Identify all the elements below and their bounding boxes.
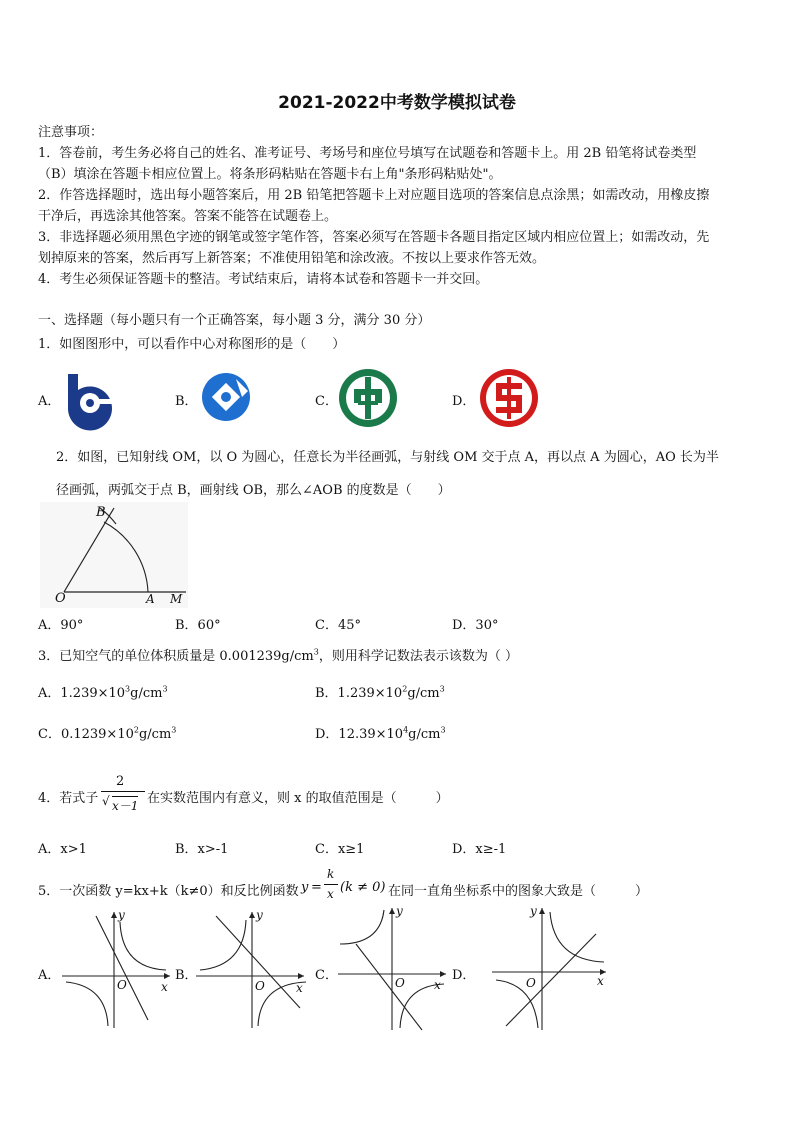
q5-a-axis-o: O bbox=[117, 978, 127, 992]
q5-label-b: B． bbox=[175, 968, 198, 983]
q5-d-axis-x: x bbox=[597, 974, 604, 988]
q5-stem-post: 在同一直角坐标系中的图象大致是（ ） bbox=[388, 884, 649, 899]
notice-line: 2．作答选择题时，选出每小题答案后，用 2B 铅笔把答题卡上对应题目选项的答案信息点涂黑；如需改动，用橡皮擦 bbox=[38, 188, 710, 203]
q1-label-c: C． bbox=[315, 394, 338, 409]
q2-option-b: B．60° bbox=[175, 618, 221, 633]
q5-frac-den: x bbox=[327, 887, 334, 901]
notice-line: 划掉原来的答案，然后再写上新答案；不准使用铅笔和涂改液。不按以上要求作答无效。 bbox=[38, 251, 546, 266]
notice-line: （B）填涂在答题卡相应位置上。将条形码粘贴在答题卡右上角"条形码粘贴处"。 bbox=[38, 167, 502, 182]
notice-line: 干净后，再选涂其他答案。答案不能答在试题卷上。 bbox=[38, 209, 338, 224]
q1-label-b: B． bbox=[175, 394, 198, 409]
q3-stem bbox=[38, 645, 518, 664]
q5-label-a: A． bbox=[38, 968, 61, 983]
notice-heading: 注意事项： bbox=[38, 125, 104, 140]
q3-stem-text: ，则用科学记数法表示该数为（ ） bbox=[318, 649, 518, 664]
q3-option-d: D．$12.39\times 10^4g/cm^3$ bbox=[315, 725, 446, 742]
page-title: 2021-2022中考数学模拟试卷 bbox=[278, 93, 516, 113]
q2-option-a: A．90° bbox=[38, 618, 84, 633]
q5-c-axis-y: y bbox=[396, 904, 403, 918]
q4-frac-bar bbox=[101, 791, 145, 792]
q5-a-axis-y: y bbox=[118, 908, 125, 922]
q5-graph-b bbox=[196, 908, 310, 1032]
q4-stem-pre: 4．若式子 bbox=[38, 791, 99, 806]
q5-eq-sign: = bbox=[311, 880, 322, 895]
q5-a-axis-x: x bbox=[161, 980, 168, 994]
q5-stem-pre: 5．一次函数 y=kx+k（k≠0）和反比例函数 bbox=[38, 884, 299, 899]
q3-stem-sup: 3 bbox=[313, 647, 319, 657]
q5-b-axis-y: y bbox=[256, 908, 263, 922]
q4-sqrt-icon: √ bbox=[102, 794, 110, 808]
q2-stem-line2: 径画弧，两弧交于点 B，画射线 OB，那么∠AOB 的度数是（ ） bbox=[56, 483, 451, 498]
notice-line: 4．考生必须保证答题卡的整洁。考试结束后，请将本试卷和答题卡一并交回。 bbox=[38, 272, 489, 287]
q5-label-d: D． bbox=[452, 968, 476, 983]
q5-d-axis-y: y bbox=[530, 904, 537, 918]
q4-frac-num: 2 bbox=[116, 774, 125, 789]
q5-eq-y: y bbox=[301, 880, 309, 895]
section-heading: 一、选择题（每小题只有一个正确答案，每小题 3 分，满分 30 分） bbox=[38, 313, 431, 328]
q3-option-b: B．$1.239\times 10^2g/cm^3$ bbox=[315, 684, 445, 701]
q2-option-c: C．45° bbox=[315, 618, 361, 633]
q5-c-axis-x: x bbox=[434, 978, 441, 992]
q2-label-o: O bbox=[55, 591, 66, 606]
q5-graph-c bbox=[338, 904, 450, 1032]
q3-option-a: A．$1.239\times 10^3g/cm^3$ bbox=[38, 684, 168, 701]
q5-frac-num: k bbox=[327, 867, 335, 881]
q1-label-d: D． bbox=[452, 394, 476, 409]
logo-a-icon bbox=[60, 368, 120, 426]
q1-label-a: A． bbox=[38, 394, 61, 409]
q5-frac-bar bbox=[324, 884, 338, 885]
q2-label-a: A bbox=[146, 592, 155, 606]
q2-label-b: B bbox=[96, 505, 106, 520]
q3-stem-text: 3．已知空气的单位体积质量是 0.001239g/cm bbox=[38, 649, 314, 664]
q4-option-c: C．x≥1 bbox=[315, 842, 365, 857]
q4-option-d: D．x≥-1 bbox=[452, 842, 507, 857]
q4-frac-den: x－1 bbox=[112, 796, 138, 814]
notice-line: 3．非选择题必须用黑色字迹的钢笔或签字笔作答，答案必须写在答题卡各题目指定区域内相应位置上；如需改动，先 bbox=[38, 230, 710, 245]
q1-stem: 1．如图图形中，可以看作中心对称图形的是（ ） bbox=[38, 337, 346, 352]
q2-stem-line1: 2．如图，已知射线 OM，以 O 为圆心，任意长为半径画弧，与射线 OM 交于点 A，再以点 A 为圆心，AO 长为半 bbox=[56, 450, 719, 465]
q4-option-a: A．x>1 bbox=[38, 842, 87, 857]
q5-label-c: C． bbox=[315, 968, 338, 983]
q5-b-axis-o: O bbox=[255, 979, 265, 993]
q5-b-axis-x: x bbox=[296, 981, 303, 995]
notice-line: 1．答卷前，考生务必将自己的姓名、准考证号、考场号和座位号填写在试题卷和答题卡上。用 2B 铅笔将试卷类型 bbox=[38, 146, 697, 161]
q5-c-axis-o: O bbox=[395, 976, 405, 990]
q3-option-c: C．$0.1239\times 10^2g/cm^3$ bbox=[38, 725, 177, 742]
q4-stem-post: 在实数范围内有意义，则 x 的取值范围是（ ） bbox=[147, 791, 449, 806]
q2-option-d: D．30° bbox=[452, 618, 499, 633]
logo-b-icon bbox=[198, 369, 254, 425]
q2-label-m: M bbox=[170, 592, 183, 606]
q5-graph-d bbox=[492, 904, 610, 1032]
logo-c-icon bbox=[337, 367, 399, 429]
q5-graph-a bbox=[62, 908, 174, 1032]
q4-option-b: B．x>-1 bbox=[175, 842, 229, 857]
q5-condition: (k ≠ 0) bbox=[340, 880, 386, 895]
logo-d-icon bbox=[478, 367, 540, 429]
q5-d-axis-o: O bbox=[526, 976, 536, 990]
